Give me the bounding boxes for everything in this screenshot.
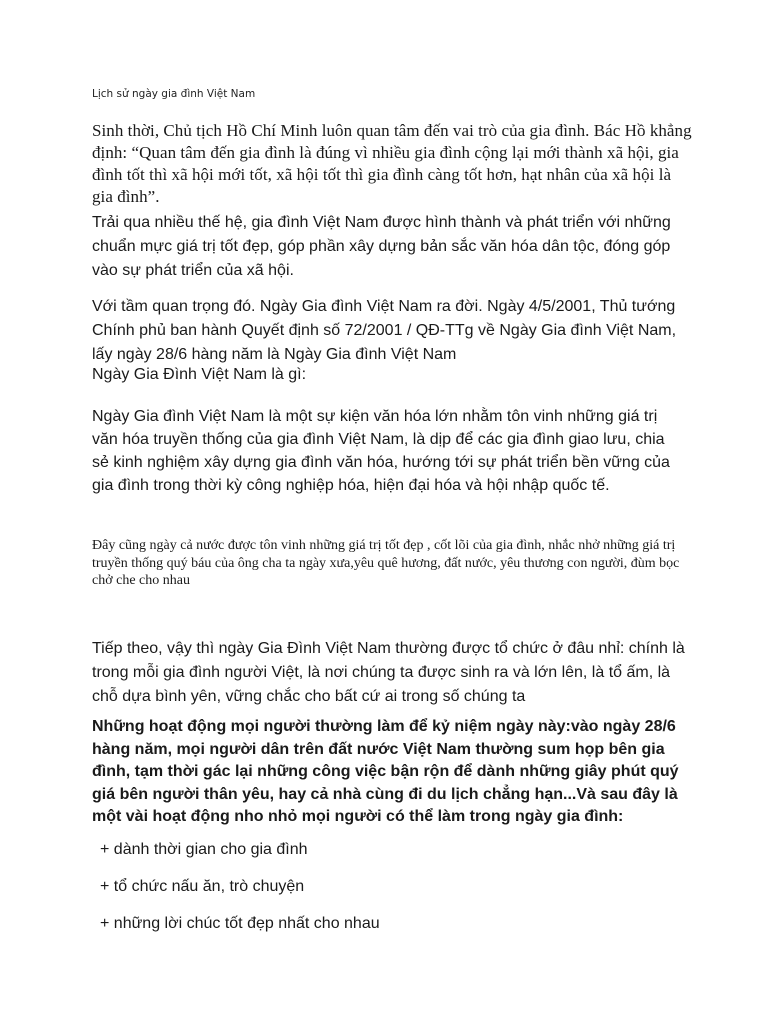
paragraph-core-values: Đây cũng ngày cả nước được tôn vinh những giá trị tốt đẹp , cốt lõi của gia đình, nhắc nhở những giá trị truyền thống quý báu của ông cha ta ngày xưa,yêu quê hương, đất nước, yêu thương con người, đùm bọc chở che cho nhau — [92, 538, 680, 588]
paragraph-family-tradition: Trải qua nhiều thế hệ, gia đình Việt Nam được hình thành và phát triển với những chuẩn mực giá trị tốt đẹp, góp phần xây dựng bản sắc văn hóa dân tộc, đóng góp vào sự phát triển của xã hội. — [92, 214, 671, 279]
paragraph-where-held: Tiếp theo, vậy thì ngày Gia Đình Việt Nam thường được tổ chức ở đâu nhỉ: chính là trong mỗi gia đình người Việt, là nơi chúng ta được sinh ra và lớn lên, là tổ ấm, là chỗ dựa bình yên, vững chắc cho bất cứ ai trong số chúng ta — [92, 640, 685, 705]
bullet-item: + dành thời gian cho gia đình — [100, 841, 308, 858]
paragraph-family-day-meaning: Ngày Gia đình Việt Nam là một sự kiện văn hóa lớn nhằm tôn vinh những giá trị văn hóa truyền thống của gia đình Việt Nam, là dịp để các gia đình giao lưu, chia sẻ kinh nghiệm xây dựng gia đình văn hóa, hướng tới sự phát triển bền vững của gia đình trong thời kỳ công nghiệp hóa, hiện đại hóa và hội nhập quốc tế. — [92, 408, 670, 494]
bullet-item: + những lời chúc tốt đẹp nhất cho nhau — [100, 915, 380, 932]
bullet-item: + tổ chức nấu ăn, trò chuyện — [100, 878, 305, 895]
paragraph-ho-chi-minh-quote: Sinh thời, Chủ tịch Hồ Chí Minh luôn quan tâm đến vai trò của gia đình. Bác Hồ khẳng định: “Quan tâm đến gia đình là đúng vì nhiều gia đình cộng lại mới thành xã hội, gia đình tốt thì xã hội mới tốt, xã hội tốt thì gia đình càng tốt hơn, hạt nhân của xã hội là gia đình”. — [92, 121, 692, 206]
paragraph-activities: Những hoạt động mọi người thường làm để kỷ niệm ngày này:vào ngày 28/6 hàng năm, mọi người dân trên đất nước Việt Nam thường sum họp bên gia đình, tạm thời gác lại những công việc bận rộn để dành những giây phút quý giá bên người thân yêu, hay cả nhà cùng đi du lịch chẳng hạn...Và sau đây là một vài hoạt động nho nhỏ mọi người có thể làm trong ngày gia đình: — [92, 718, 679, 825]
paragraph-decision-72: Với tầm quan trọng đó. Ngày Gia đình Việt Nam ra đời. Ngày 4/5/2001, Thủ tướng Chính phủ ban hành Quyết định số 72/2001 / QĐ-TTg về Ngày Gia đình Việt Nam, lấy ngày 28/6 hàng năm là Ngày Gia đình Việt Nam — [92, 298, 677, 363]
document-title: Lịch sử ngày gia đình Việt Nam — [92, 88, 256, 100]
heading-what-is-family-day: Ngày Gia Đình Việt Nam là gì: — [92, 366, 307, 383]
